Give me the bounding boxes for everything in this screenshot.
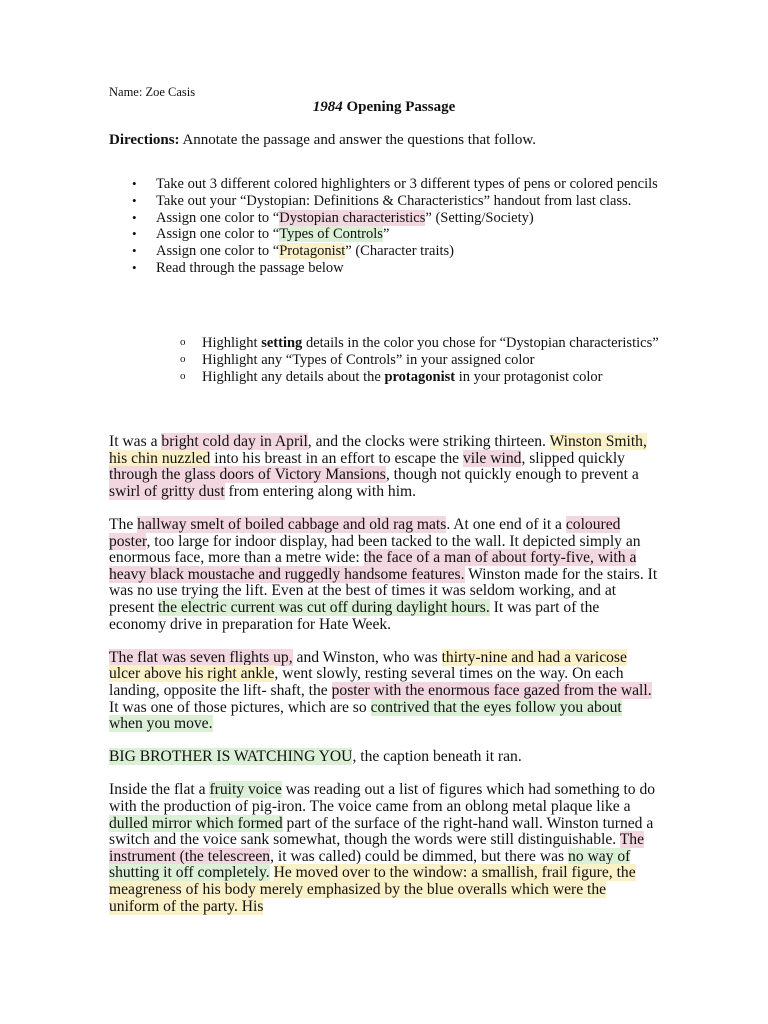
text-run: . At one end of it a [446, 515, 566, 533]
text-run: Take out 3 different colored highlighters or 3 different types of pens or colored pencils [156, 176, 658, 192]
highlight-yl: Winston Smith, his chin nuzzled [109, 433, 647, 467]
highlight-pk: coloured poster [109, 515, 621, 550]
text-run: Highlight [202, 335, 262, 351]
highlight-gr: Types of Controls [279, 226, 383, 243]
highlight-gr: contrived that the eyes follow you about when you move. [109, 698, 622, 733]
text-run: , the caption beneath it ran. [352, 748, 522, 766]
text-run: , too large for indoor display, had been tacked to the wall. It depicted simply an enormous face, more than a metre wide: [109, 532, 641, 567]
highlight-pk: the face of a man of about forty-five, with a heavy black moustache and ruggedly handsome features. [109, 549, 637, 583]
text-run: Assign one color to “ [156, 226, 280, 243]
text-run: and Winston, who was [292, 648, 442, 666]
instruction-item [109, 226, 669, 243]
instruction-item [109, 176, 669, 193]
directions [109, 132, 536, 149]
text-run: details in the color you chose for “Dystopian characteristics” [302, 335, 659, 351]
text-run: It was a [109, 433, 162, 450]
text-run: from entering along with him. [224, 482, 417, 500]
text-run: Inside the flat a [109, 781, 210, 799]
highlight-yl: He moved over to the window: a smallish, frail figure, the meagreness of his body merely emphasized by the blue overalls which were the uniform of the party. His [109, 864, 636, 915]
text-run: Assign one color to “ [156, 243, 280, 260]
text-run: ” (Setting/Society) [425, 209, 534, 226]
title-book-name: 1984 [312, 99, 343, 115]
sub-instruction-item [109, 369, 669, 386]
text-run: , though not quickly enough to prevent a [385, 466, 639, 484]
passage-paragraph [109, 650, 659, 733]
text-run: , slipped quickly [521, 449, 625, 467]
instruction-item [109, 260, 669, 277]
instruction-item [109, 210, 669, 227]
text-run: Winston made for the stairs. It was no use trying the lift. Even at the best of times it was seldom working, and at present [109, 565, 658, 616]
passage-paragraph [109, 749, 659, 766]
highlight-pk: vile wind [462, 449, 522, 467]
text-run: Highlight any details about the [202, 368, 385, 385]
highlight-pk: swirl of gritty dust [109, 482, 225, 500]
sub-instruction-list [109, 335, 669, 385]
highlight-pk: The instrument (the telescreen [109, 831, 645, 865]
highlight-gr: the electric current was cut off during daylight hours. [157, 598, 490, 616]
text-run: The [109, 515, 138, 533]
text-run: ” (Character traits) [345, 243, 454, 260]
text-run [270, 864, 274, 881]
passage-paragraph [109, 782, 659, 915]
highlight-gr: dulled mirror which formed [109, 814, 283, 832]
text-run: ” [382, 226, 390, 243]
instruction-item [109, 243, 669, 260]
passage-paragraph [109, 434, 659, 500]
text-run: It was one of those pictures, which are so [109, 698, 371, 716]
text-run: It was part of the economy drive in preparation for Hate Week. [109, 598, 600, 633]
text-run: into his breast in an effort to escape the [210, 449, 463, 467]
text-run: in your protagonist color [455, 368, 603, 385]
highlight-yl: Protagonist [279, 243, 346, 260]
title-rest: Opening Passage [342, 99, 456, 115]
text-run: Take out your “Dystopian: Definitions & Characteristics” handout from last class. [156, 192, 632, 209]
text-run: Read through the passage below [156, 259, 344, 276]
text-run: part of the surface of the right-hand wall. Winston turned a switch and the voice sank somewhat, though the words were still distinguishable. [109, 814, 654, 849]
text-run: Highlight any “Types of Controls” in your assigned color [202, 351, 535, 368]
student-name: Name: Zoe Casis [109, 85, 196, 99]
bold-term: protagonist [384, 368, 456, 385]
highlight-gr: fruity voice [209, 781, 282, 799]
highlight-yl: thirty-nine and had a varicose ulcer above his right ankle [109, 648, 627, 683]
highlight-gr: BIG BROTHER IS WATCHING YOU [109, 748, 353, 766]
text-run: , and the clocks were striking thirteen. [307, 433, 550, 450]
highlight-pk: hallway smelt of boiled cabbage and old rag mats [137, 515, 447, 533]
highlight-gr: no way of shutting it off completely. [109, 847, 631, 882]
passage-paragraph [109, 517, 659, 633]
bold-term: setting [261, 335, 303, 351]
sub-instruction-item [109, 335, 669, 352]
directions-label: Directions: [109, 132, 180, 148]
highlight-pk: bright cold day in April [161, 433, 308, 450]
directions-text: Annotate the passage and answer the questions that follow. [179, 132, 536, 148]
highlight-pk: through the glass doors of Victory Mansions [109, 466, 386, 484]
sub-instruction-item [109, 352, 669, 369]
highlight-pk: The flat was seven flights up, [109, 648, 293, 666]
text-run: , it was called) could be dimmed, but there was [270, 847, 569, 865]
document-title [0, 99, 768, 116]
highlight-pk: poster with the enormous face gazed from the wall. [331, 681, 652, 699]
text-run: , went slowly, resting several times on the way. On each landing, opposite the lift- shaft, the [109, 665, 624, 699]
highlight-pk: Dystopian characteristics [279, 209, 426, 226]
instruction-list [109, 176, 669, 277]
text-run: was reading out a list of figures which had something to do with the production of pig-iron. The voice came from an oblong metal plaque like a [109, 781, 656, 816]
instruction-item [109, 193, 669, 210]
text-run: Assign one color to “ [156, 209, 280, 226]
passage-text [109, 434, 659, 932]
